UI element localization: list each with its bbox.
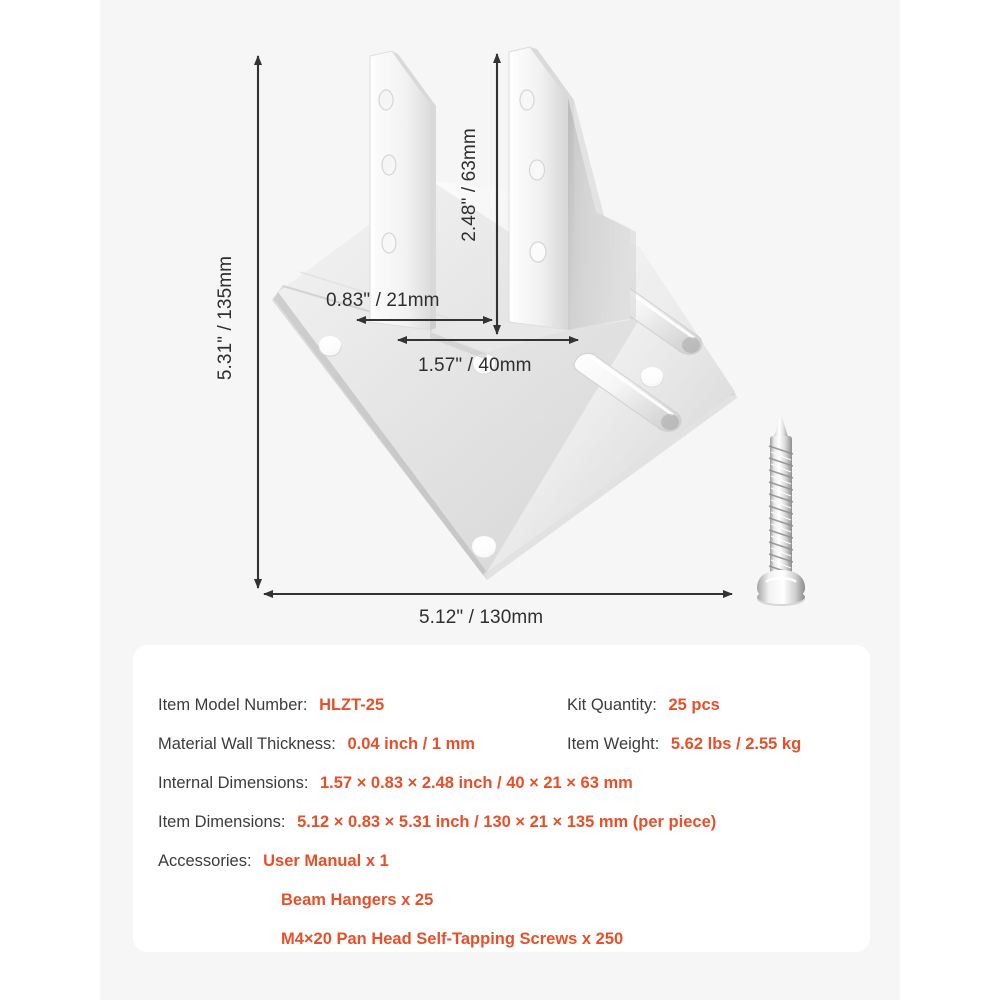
- specifications-card: [133, 645, 870, 952]
- spec-value-accessory-3: M4×20 Pan Head Self-Tapping Screws x 250: [281, 930, 624, 948]
- spec-value-accessory-2: Beam Hangers x 25: [281, 891, 434, 909]
- spec-value-internal-dimensions: 1.57 × 0.83 × 2.48 inch / 40 × 21 × 63 mm: [320, 774, 633, 792]
- spec-row-wall-thickness: [158, 736, 475, 753]
- spec-label-wall-thickness: Material Wall Thickness:: [158, 735, 336, 753]
- dimension-label-internal-depth: 0.83" / 21mm: [326, 290, 440, 311]
- spec-value-model-number: HLZT-25: [319, 696, 385, 714]
- dimension-label-overall-width: 5.12" / 130mm: [419, 607, 544, 628]
- spec-row-accessory-3: [281, 931, 623, 948]
- spec-value-wall-thickness: 0.04 inch / 1 mm: [347, 735, 475, 753]
- dimension-label-overall-height: 5.31" / 135mm: [215, 255, 236, 381]
- spec-value-item-dimensions: 5.12 × 0.83 × 5.31 inch / 130 × 21 × 135 mm (per piece): [297, 813, 717, 831]
- spec-label-kit-quantity: Kit Quantity:: [567, 696, 657, 714]
- spec-row-item-dimensions: [158, 814, 716, 831]
- spec-label-item-weight: Item Weight:: [567, 735, 660, 753]
- dimension-label-internal-height: 2.48" / 63mm: [459, 128, 480, 242]
- spec-row-model-number: [158, 697, 384, 714]
- bracket-right-flange: [509, 47, 636, 330]
- spec-row-internal-dimensions: [158, 775, 633, 792]
- spec-label-model-number: Item Model Number:: [158, 696, 308, 714]
- dimension-label-internal-width: 1.57" / 40mm: [418, 355, 532, 376]
- spec-label-item-dimensions: Item Dimensions:: [158, 813, 286, 831]
- spec-row-kit-quantity: [567, 697, 720, 714]
- spec-row-accessory-2: [281, 892, 433, 909]
- bracket-base-plate: [272, 180, 737, 580]
- spec-value-kit-quantity: 25 pcs: [668, 696, 720, 714]
- spec-label-internal-dimensions: Internal Dimensions:: [158, 774, 309, 792]
- spec-row-item-weight: [567, 736, 801, 753]
- spec-value-accessory-1: User Manual x 1: [263, 852, 389, 870]
- spec-row-accessories: [158, 853, 389, 870]
- spec-value-item-weight: 5.62 lbs / 2.55 kg: [670, 735, 802, 753]
- screw-illustration: [757, 414, 805, 606]
- spec-label-accessories: Accessories:: [158, 852, 252, 870]
